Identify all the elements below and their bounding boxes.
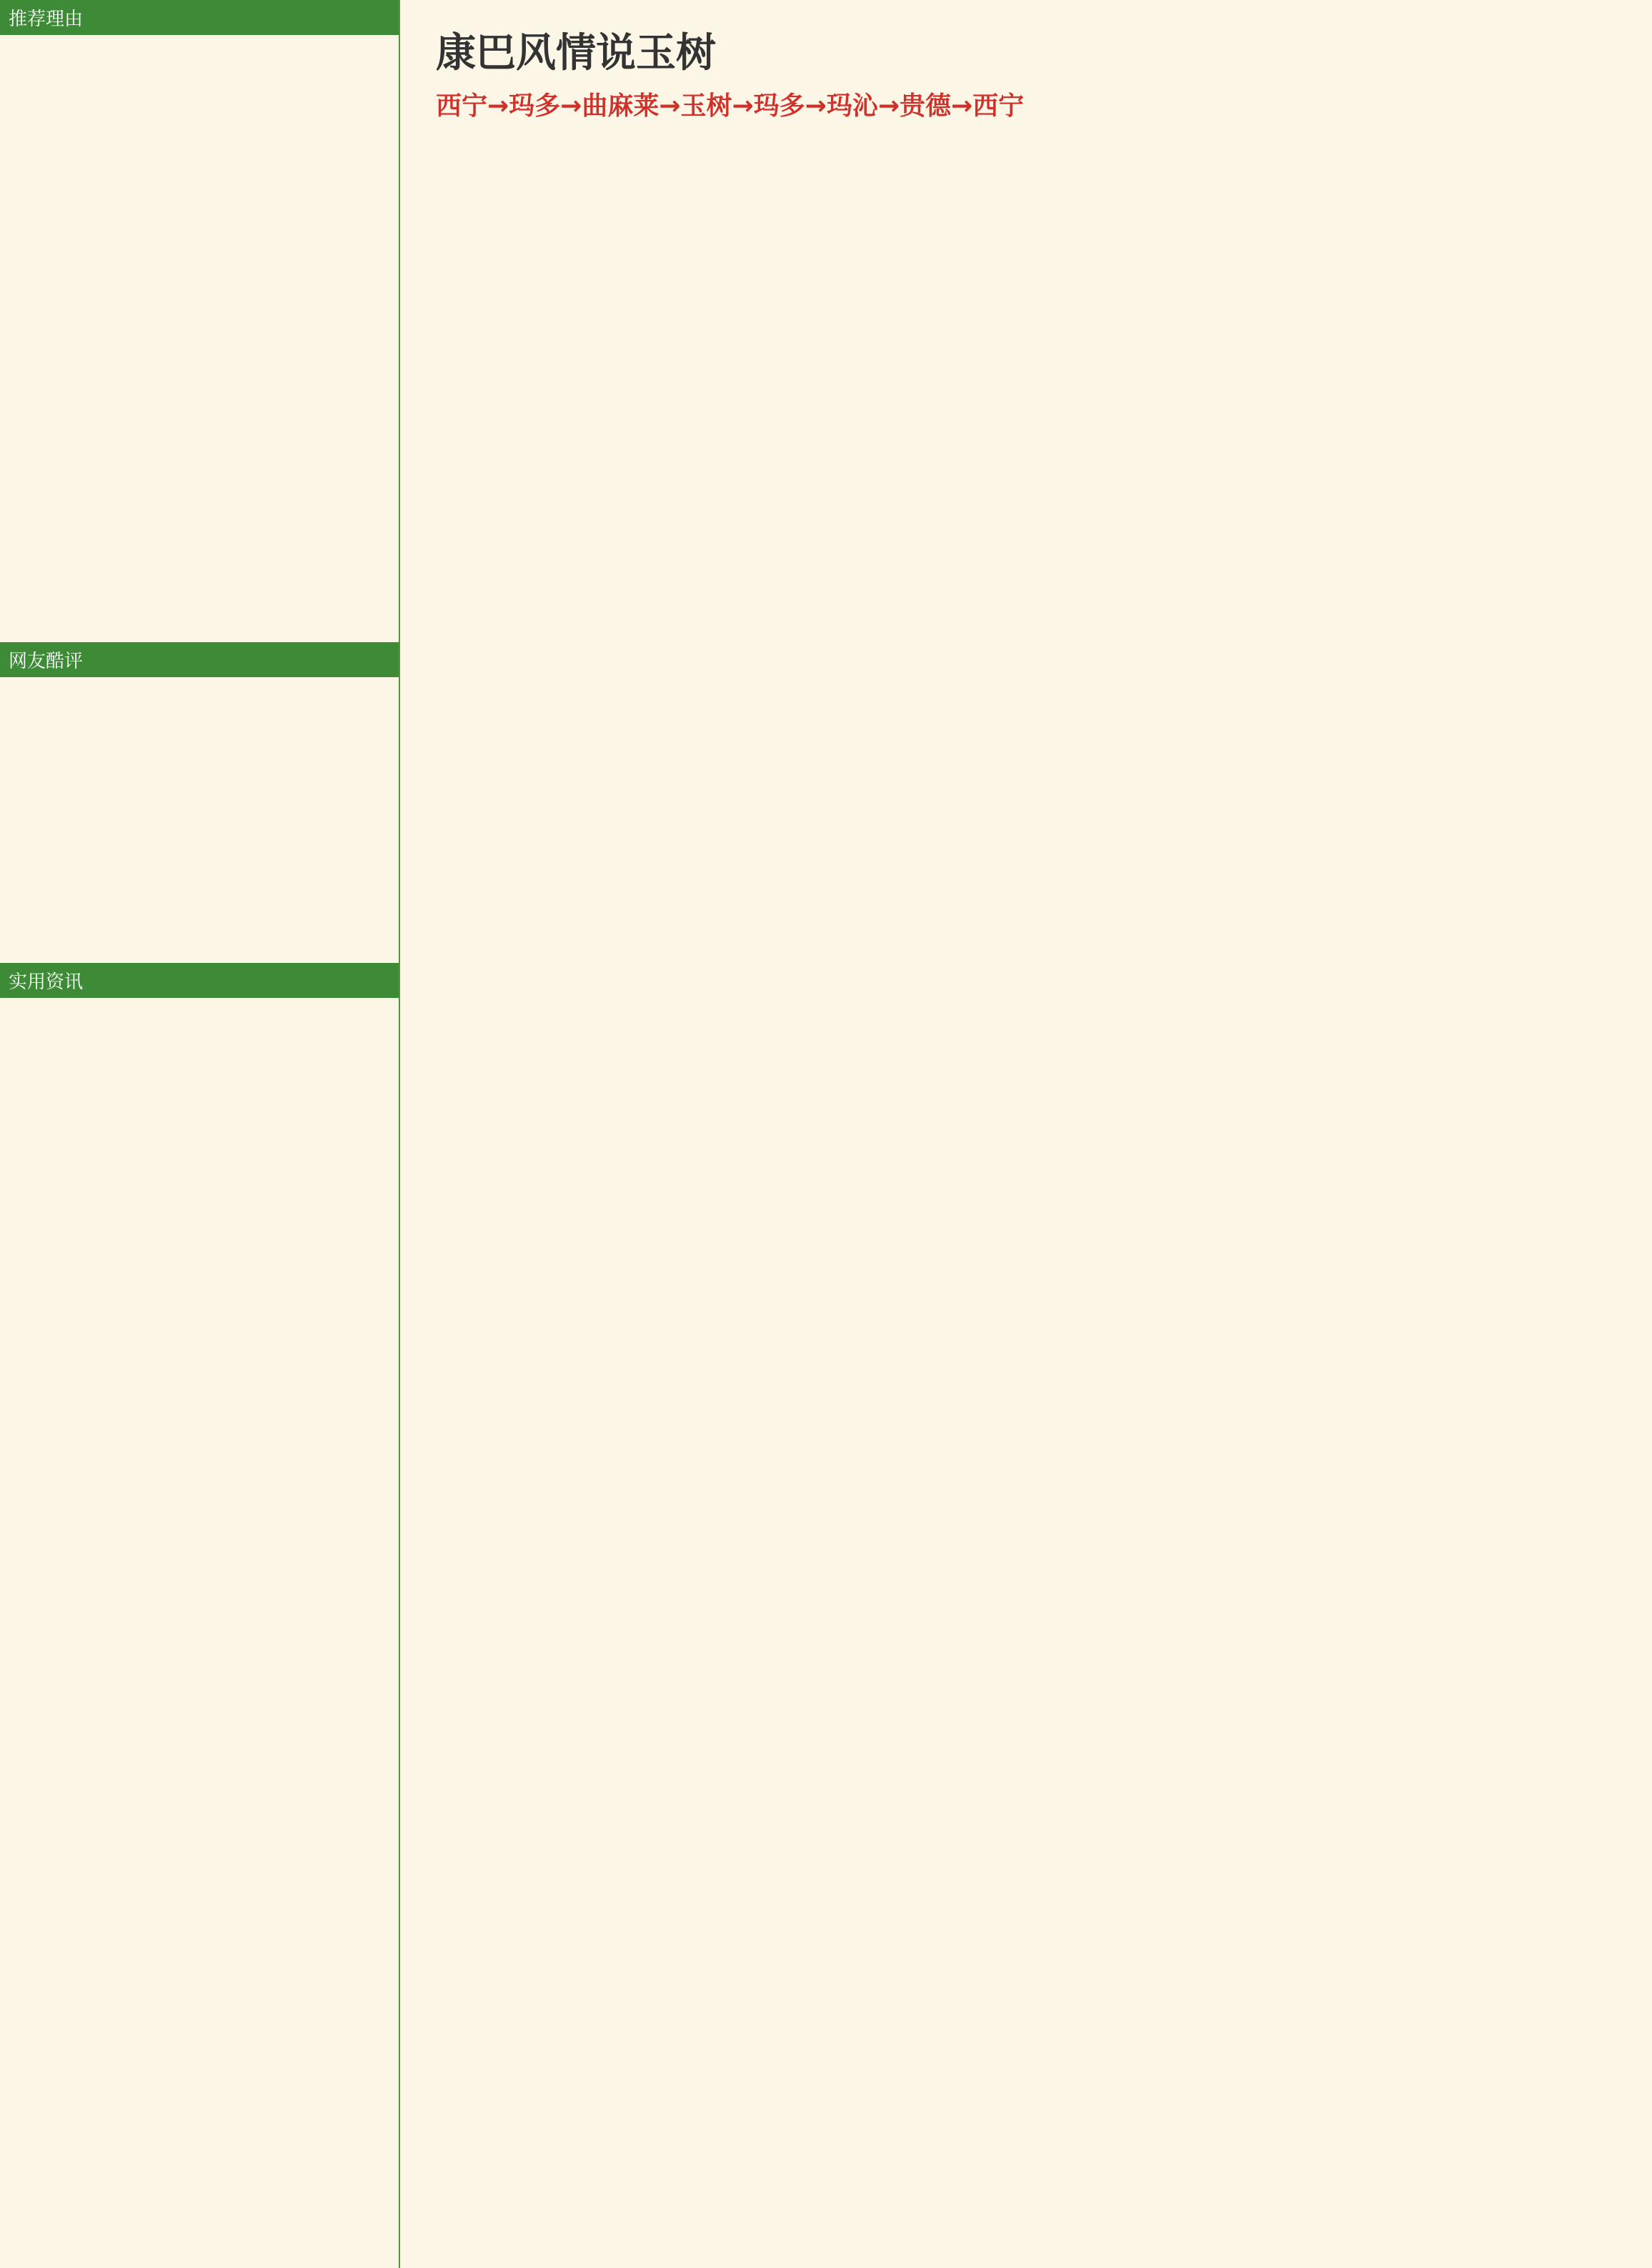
page-title: 康巴风情说玉树	[436, 30, 716, 76]
left-column	[0, 0, 400, 2268]
right-column	[414, 0, 1652, 2268]
section-header: 网友酷评	[0, 642, 399, 677]
section-header: 推荐理由	[0, 0, 399, 35]
route-line: 西宁→玛多→曲麻莱→玉树→玛多→玛沁→贵德→西宁	[436, 91, 1025, 121]
section-header: 实用资讯	[0, 963, 399, 998]
